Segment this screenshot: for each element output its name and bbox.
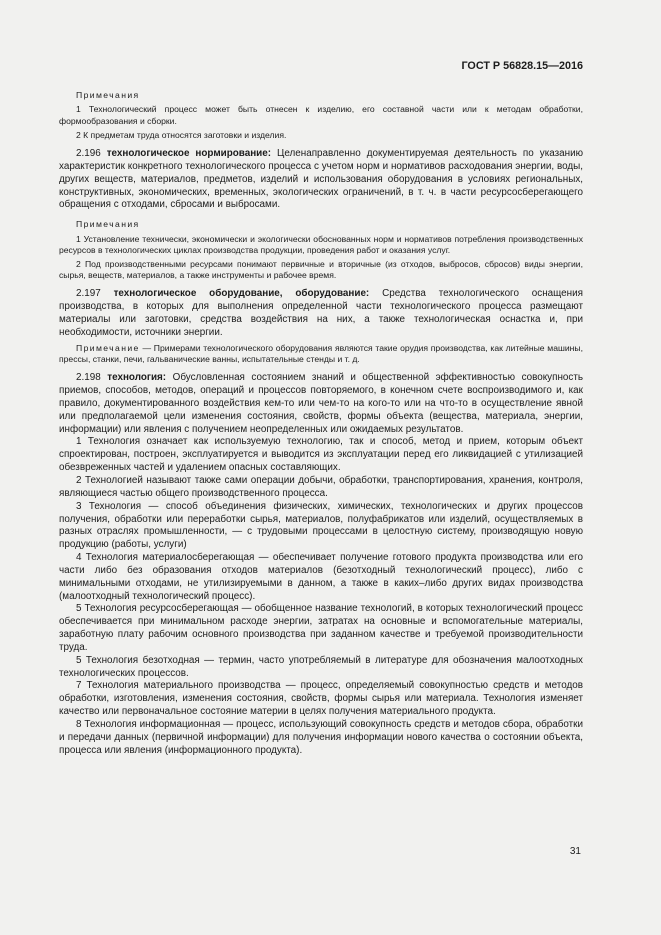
note-item: 1 Установление технически, экономически и экологически обоснованных норм и нормативов потребления производственных ресурсов в технологических циклах производства продукции, проведения работ и оказания услуг. xyxy=(59,233,583,255)
term-entry-2-197 xyxy=(59,288,583,339)
page-number: 31 xyxy=(569,846,581,857)
term-paragraph: 7 Технология материального производства — процесс, определяемый совокупностью средств и методов обработки, изготовления, изменения состояния, свойств, формы сырья или материала. Технология изменяет качество или первоначальное состояние материи в целях получения материального продукта. xyxy=(59,680,583,718)
document-body xyxy=(59,90,583,758)
term-number: 2.198 xyxy=(76,372,101,384)
term-name: технологическое нормирование: xyxy=(106,148,272,160)
term-paragraph: 5 Технология безотходная — термин, часто употребляемый в литературе для обозначения малоотходных технологических процессов. xyxy=(59,654,583,679)
document-code: ГОСТ Р 56828.15—2016 xyxy=(461,60,583,72)
notes-heading: Примечания xyxy=(76,219,140,230)
term-paragraph: 4 Технология материалосберегающая — обеспечивает получение готового продукта производства или его части либо без образования отходов материалов (безотходный технологический процесс), либо с минимальными отходами, не утилизируемыми в данном, а также в каких–либо других видах производства (малоотходный технологический процесс). xyxy=(59,552,583,602)
note-item: 1 Технологический процесс может быть отнесен к изделию, его составной части или к методам обработки, формообразования и сборки. xyxy=(59,104,583,126)
note-item: 2 К предметам труда относятся заготовки и изделия. xyxy=(76,129,287,140)
term-paragraph: 1 Технология означает как используемую технологию, так и способ, метод и прием, которым объект спроектирован, построен, эксплуатируется и выводится из эксплуатации перед его ликвидацией с утилизацией обезвреженных частей и удалением опасных составляющих. xyxy=(59,436,583,474)
term-name: технологическое оборудование, оборудование: xyxy=(113,288,370,300)
term-entry-2-196 xyxy=(59,148,583,212)
notes-heading: Примечания xyxy=(76,90,140,100)
term-definition: Средства технологического оснащения производства, в которых для выполнения определенной части технологического процесса размещают материалы или заготовки, средства воздействия на них, а также технологическая оснастка и, при необходимости, источники энергии. xyxy=(59,288,583,338)
term-paragraph: 5 Технология ресурсосберегающая — обобщенное название технологий, в которых технологический процесс обеспечивается при минимальном расходе энергии, затратах на основные и вспомогательные материалы, заработную плату рабочим основного производства при заданном качестве и требуемой производительности труда. xyxy=(59,603,583,653)
term-entry-2-198 xyxy=(59,372,583,436)
term-paragraph: 8 Технология информационная — процесс, использующий совокупность средств и методов сбора, обработки и передачи данных (первичной информации) для получения информации нового качества о состоянии объекта, процесса или явления (информационного продукта). xyxy=(59,719,583,756)
term-number: 2.197 xyxy=(76,288,101,300)
term-number: 2.196 xyxy=(76,148,101,160)
note-text: — Примерами технологического оборудования являются такие орудия производства, как литейные машины, прессы, станки, печи, гальванические ванны, испытательные стенды и т. д. xyxy=(59,342,583,365)
term-definition: Обусловленная состоянием знаний и общественной эффективностью совокупность приемов, способов, методов, операций и процессов повторяемого, в конечном счете воспроизводимого и, как правило, документированного воздействия кем-то или чем-то на кого-то или на что-то в осуществление явной или предполагаемой цели изменения состояния, свойств, формы объекта (вещества, материала, энергии, информации) или явления с получением неопределенных или ожидаемых результатов. xyxy=(59,372,584,435)
note-single xyxy=(59,343,583,365)
term-definition: Целенаправленно документируемая деятельность по указанию характеристик конкретного технологического процесса с учетом норм и нормативов расходования энергии, воды, других веществ, материалов, предметов, изделий и использования оборудования в условиях региональных, конструктивных, экономических, временных, экологических ограничений, в т. ч. в части ресурсосберегающего обращения с отходами, сбросами и выбросами. xyxy=(59,148,584,211)
note-item: 2 Под производственными ресурсами понимают первичные и вторичные (из отходов, выбросов, сбросов) виды энергии, сырья, веществ, материалов, а также инструменты и рабочее время. xyxy=(59,259,583,281)
term-paragraph: 2 Технологией называют также сами операции добычи, обработки, транспортирования, хранения, контроля, являющиеся частью общего производственного процесса. xyxy=(59,474,583,499)
term-name: технология: xyxy=(107,372,167,384)
note-label: Примечание xyxy=(76,342,140,353)
term-paragraph: 3 Технология — способ объединения физических, химических, технологических и других процессов получения, обработки или переработки сырья, материалов, полуфабрикатов или изделий, осуществляемых в разных отраслях промышленности, — с трудовыми процессами в целостную систему, производящую новую продукцию (работы, услуги) xyxy=(59,500,583,551)
